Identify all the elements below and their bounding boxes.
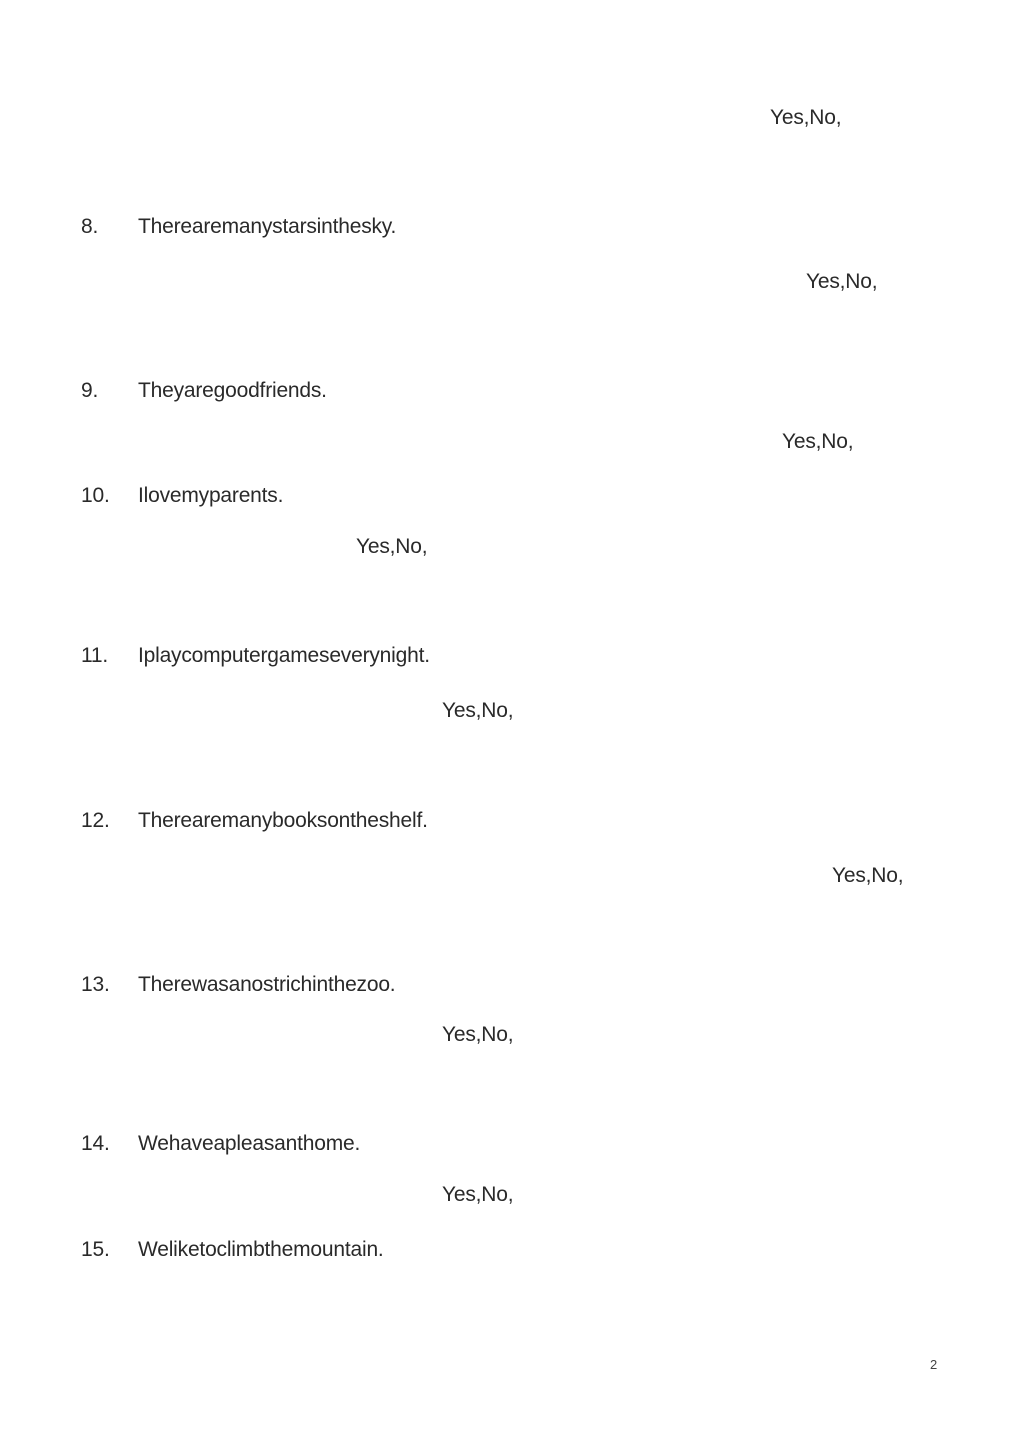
item-number: 15.	[81, 1238, 110, 1261]
item-sentence: Therearemanybooksontheshelf.	[138, 809, 428, 832]
item-number: 14.	[81, 1132, 110, 1155]
item-sentence: Theyaregoodfriends.	[138, 379, 327, 402]
item-sentence: Ilovemyparents.	[138, 484, 284, 507]
item-sentence: Therewasanostrichinthezoo.	[138, 973, 396, 996]
item-sentence: Wehaveapleasanthome.	[138, 1132, 361, 1155]
answer-options: Yes,No,	[782, 430, 854, 453]
answer-options: Yes,No,	[356, 535, 428, 558]
answer-options: Yes,No,	[442, 1023, 514, 1046]
item-sentence: Iplaycomputergameseverynight.	[138, 644, 430, 667]
answer-options: Yes,No,	[832, 864, 904, 887]
answer-options: Yes,No,	[442, 699, 514, 722]
page-number: 2	[930, 1357, 938, 1372]
item-number: 13.	[81, 973, 110, 996]
item-number: 10.	[81, 484, 110, 507]
item-number: 11.	[81, 644, 109, 667]
item-number: 9.	[81, 379, 99, 402]
answer-options: Yes,No,	[442, 1183, 514, 1206]
item-number: 12.	[81, 809, 110, 832]
item-sentence: Weliketoclimbthemountain.	[138, 1238, 384, 1261]
item-number: 8.	[81, 215, 99, 238]
answer-options: Yes,No,	[770, 106, 842, 129]
answer-options: Yes,No,	[806, 270, 878, 293]
item-sentence: Therearemanystarsinthesky.	[138, 215, 397, 238]
